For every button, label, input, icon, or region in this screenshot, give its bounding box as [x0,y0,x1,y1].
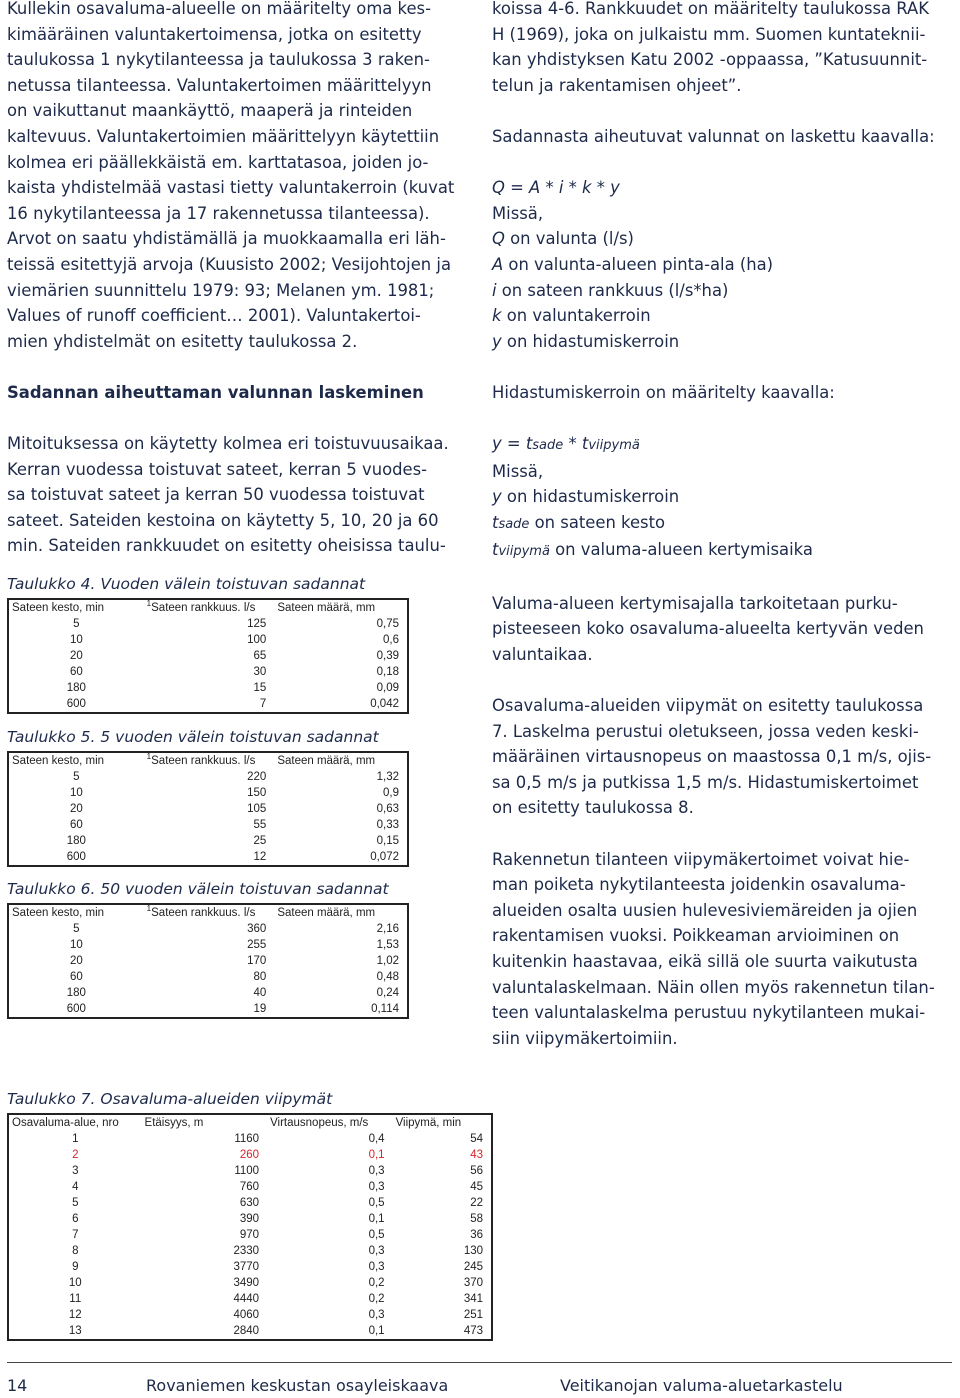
text-line: koissa 4-6. Rankkuudet on määritelty taulukossa RAK [492,0,929,18]
text-line: kaista yhdistelmää vastasi tietty valuntakerroin (kuvat [7,178,455,198]
table-cell: 0,6 [383,634,399,646]
text-line: Rakennetun tilanteen viipymäkertoimet voivat hie- [492,849,910,869]
table-row [8,785,408,801]
table-cell: 9 [72,1261,79,1273]
table-row [8,1259,492,1275]
table-header-row [8,599,408,616]
table7 [7,1113,493,1341]
table-cell: 20 [69,803,83,815]
header-amount: Sateen määrä, mm [277,907,376,919]
text-line: alueiden osalta uusien hulevesiviemäreiden ja ojien [492,900,918,920]
table-cell: 60 [69,666,83,678]
formula-def-i: i on sateen rankkuus (l/s*ha) [492,280,729,300]
text-line: Values of runoff coefficient… 2001). Valuntakertoi- [7,306,421,326]
table-row [8,1227,492,1243]
header-duration: Sateen kesto, min [12,755,105,767]
text-line: on esitetty taulukossa 8. [492,798,694,818]
table-cell: 100 [247,634,267,646]
table-row [8,833,408,849]
table-cell: 0,3 [368,1309,385,1321]
text-line: sa 0,5 m/s ja putkissa 1,5 m/s. Hidastumiskertoimet [492,772,919,792]
text-line: Kullekin osavaluma-alueelle on määritelty oma kes- [7,0,432,18]
table-cell: 1,02 [376,955,399,967]
table-cell: 255 [247,939,267,951]
table-cell: 220 [247,771,267,783]
table-cell: 55 [253,819,267,831]
table-cell: 0,4 [368,1133,385,1145]
table-cell: 54 [470,1133,483,1145]
formula-def-k: k on valuntakerroin [492,306,651,326]
left-column [7,0,469,559]
concentration-time-paragraph [492,591,952,668]
table-cell: 0,18 [376,666,399,678]
table-cell: 600 [66,1003,86,1015]
table-row [8,1243,492,1259]
text-line: teen valuntalaskelma perustuu nykytilanteen mukai- [492,1003,926,1023]
text-line: pisteeseen koko osavaluma-alueelta kertyvän veden [492,619,924,639]
table6-caption: Taulukko 6. 50 vuoden välein toistuvan sadannat [7,880,389,898]
table-row [8,801,408,817]
table-cell: 760 [239,1181,260,1193]
table-cell: 80 [253,971,267,983]
table-cell: 180 [66,835,86,847]
text-line: rakentamisen vuoksi. Poikkeaman arvioiminen on [492,926,900,946]
text-line: valuntaikaa. [492,644,593,664]
table-cell: 5 [73,923,80,935]
table-cell: 0,5 [368,1229,385,1241]
table-row [8,696,408,713]
table-row [8,817,408,833]
table-cell: 36 [470,1229,483,1241]
text-line: H (1969), joka on julkaistu mm. Suomen kuntateknii- [492,24,926,44]
header-duration: Sateen kesto, min [12,602,105,614]
header-subarea: Osavaluma-alue, nro [12,1117,119,1129]
table-cell: 0,2 [368,1293,385,1305]
table-cell: 2,16 [376,923,399,935]
table-cell: 0,09 [376,682,399,694]
text-line: Arvot on saatu yhdistämällä ja muokkaamalla eri läh- [7,229,446,249]
table6 [7,903,409,1019]
table-row [8,1001,408,1018]
header-duration: Sateen kesto, min [12,907,105,919]
table-header-row [8,752,408,769]
table-cell: 1160 [234,1133,260,1145]
table-row [8,680,408,696]
text-line: taulukossa 1 nykytilanteessa ja taulukossa 3 raken- [7,50,430,70]
table-cell: 7 [72,1229,79,1241]
table-row [8,1131,492,1147]
table-cell: 22 [470,1197,483,1209]
table-cell: 1 [72,1133,79,1145]
formula-def-y: y on hidastumiskerroin [492,331,680,351]
text-line: määräinen virtausnopeus on maastossa 0,1 m/s, ojis- [492,747,932,767]
table-cell: 15 [253,682,267,694]
table-header-row [8,904,408,921]
table-header-row [8,1114,492,1131]
text-line: Mitoituksessa on käytetty kolmea eri toistuvuusaikaa. [7,434,449,454]
table-cell: 0,1 [368,1325,385,1337]
table-cell: 13 [68,1325,82,1337]
runoff-formula-intro: Sadannasta aiheutuvat valunnat on laskettu kaavalla: [492,126,935,146]
table-row [8,648,408,664]
table-cell: 5 [73,618,80,630]
table-row [8,1211,492,1227]
footer-divider [7,1362,952,1363]
text-line: mien yhdistelmät on esitetty taulukossa 2. [7,331,358,351]
table-row [8,1179,492,1195]
table-cell: 4 [72,1181,79,1193]
table-cell: 3770 [233,1261,260,1273]
table-cell: 5 [72,1197,79,1209]
intro-paragraph [7,0,469,354]
header-intensity: $^1$Sateen rankkuus. l/s [146,752,256,767]
formula2-where: Missä, [492,461,544,481]
table-row [8,1275,492,1291]
formula-where: Missä, [492,203,544,223]
return-period-paragraph [7,431,469,559]
table-row [8,1147,492,1163]
table-cell: 2330 [233,1245,260,1257]
table-row [8,849,408,866]
footer-document-title: Rovaniemen keskustan osayleiskaava [146,1376,449,1395]
table-cell: 7 [259,698,267,710]
text-line: kolmea eri päällekkäistä em. karttatasoa, joiden jo- [7,152,429,172]
table-cell: 0,24 [376,987,399,999]
text-line: viemärien suunnittelu 1979: 93; Melanen ym. 1981; [7,280,435,300]
table-cell: 0,63 [376,803,399,815]
table-cell: 360 [247,923,267,935]
table-cell: 45 [470,1181,483,1193]
text-line: netussa tilanteessa. Valuntakertoimen määrittelyyn [7,75,432,95]
table-cell: 630 [239,1197,260,1209]
text-line: 16 nykytilanteessa ja 17 rakennetussa tilanteessa). [7,203,430,223]
table4 [7,598,409,714]
table-row [8,921,408,937]
table-cell: 473 [463,1325,483,1337]
table-cell: 60 [69,971,83,983]
table-row [8,632,408,648]
text-line: kan yhdistyksen Katu 2002 -oppaassa, ”Katusuunnit- [492,50,928,70]
right-column [492,0,952,1051]
built-scenario-paragraph [492,847,952,1052]
table-cell: 65 [253,650,267,662]
table-cell: 20 [69,955,83,967]
table-cell: 19 [253,1003,267,1015]
formula2-def-tsade: tsade on sateen kesto [492,512,666,532]
table-cell: 4440 [233,1293,260,1305]
table-cell: 130 [463,1245,483,1257]
runoff-formula-block [492,175,952,354]
table-cell: 0,3 [368,1181,385,1193]
text-line: sateet. Sateiden kestoina on käytetty 5, 10, 20 ja 60 [7,510,439,530]
table-cell: 0,33 [376,819,399,831]
header-amount: Sateen määrä, mm [277,755,376,767]
text-line: man poiketa nykytilanteesta joidenkin osavaluma- [492,875,906,895]
table-cell: 370 [463,1277,483,1289]
delay-formula: y = tsade * tviipymä [492,434,640,454]
page-number: 14 [7,1376,28,1395]
table7-caption: Taulukko 7. Osavaluma-alueiden viipymät [7,1090,333,1108]
table-cell: 60 [69,819,83,831]
table-cell: 0,1 [368,1149,385,1161]
table-cell: 0,3 [368,1261,385,1273]
table-cell: 3 [72,1165,79,1177]
table-cell: 10 [68,1277,82,1289]
table-cell: 0,75 [376,618,399,630]
header-intensity: $^1$Sateen rankkuus. l/s [146,904,256,919]
table4-caption: Taulukko 4. Vuoden välein toistuvan sadannat [7,575,366,593]
header-velocity: Virtausnopeus, m/s [270,1117,369,1129]
table-row [8,985,408,1001]
table-cell: 0,3 [368,1245,385,1257]
text-line: kuitenkin haastavaa, eikä sillä ole suurta vaikutusta [492,951,918,971]
table-cell: 4060 [233,1309,260,1321]
delay-formula-block [492,431,952,565]
table-row [8,1323,492,1340]
text-line: kaltevuus. Valuntakertoimien määrittelyyn käytettiin [7,126,440,146]
text-line: Kerran vuodessa toistuvat sateet, kerran 5 vuodes- [7,459,428,479]
text-line: on vaikuttanut maankäyttö, maaperä ja rinteiden [7,101,413,121]
table-cell: 600 [66,851,86,863]
table-row [8,969,408,985]
table-cell: 125 [247,618,267,630]
table-cell: 0,39 [376,650,399,662]
table-cell: 251 [463,1309,483,1321]
header-distance: Etäisyys, m [144,1117,204,1129]
table-row [8,1291,492,1307]
table-cell: 10 [69,939,83,951]
table-cell: 0,5 [368,1197,385,1209]
table-row [8,616,408,632]
table-row [8,769,408,785]
table-cell: 12 [68,1309,82,1321]
table-cell: 8 [72,1245,79,1257]
formula-def-a: A on valunta-alueen pinta-ala (ha) [492,254,774,274]
table5 [7,751,409,867]
formula-def-q: Q on valunta (l/s) [492,229,634,249]
formula2-def-tviipyma: tviipymä on valuma-alueen kertymisaika [492,540,813,560]
table-row [8,1163,492,1179]
table-cell: 0,042 [370,698,399,710]
table-cell: 43 [470,1149,483,1161]
table-cell: 970 [239,1229,260,1241]
header-intensity: $^1$Sateen rankkuus. l/s [146,599,256,614]
delay-formula-intro: Hidastumiskerroin on määritelty kaavalla: [492,382,835,402]
table-cell: 30 [253,666,267,678]
header-delay: Viipymä, min [395,1117,462,1129]
table-cell: 11 [69,1293,82,1305]
subarea-delay-paragraph [492,693,952,821]
text-line: siin viipymäkertoimiin. [492,1028,678,1048]
table-cell: 150 [247,787,267,799]
table-row [8,953,408,969]
table-cell: 180 [66,682,86,694]
text-line: telun ja rakentamisen ohjeet”. [492,75,742,95]
text-line: Valuma-alueen kertymisajalla tarkoitetaan purku- [492,593,898,613]
footer-section-title: Veitikanojan valuma-aluetarkastelu [560,1376,843,1395]
table-row [8,1195,492,1211]
text-line: 7. Laskelma perustui oletukseen, jossa veden keski- [492,721,919,741]
text-line: min. Sateiden rankkuudet on esitetty oheisissa taulu- [7,536,446,556]
table-cell: 0,114 [371,1003,399,1015]
table-cell: 0,2 [368,1277,385,1289]
header-amount: Sateen määrä, mm [277,602,376,614]
table-cell: 56 [470,1165,483,1177]
table-cell: 2 [72,1149,79,1161]
table-cell: 1,53 [376,939,399,951]
table-cell: 0,9 [383,787,399,799]
table-cell: 180 [66,987,86,999]
table-cell: 260 [239,1149,260,1161]
intensity-source-paragraph [492,0,952,98]
table-cell: 10 [69,634,83,646]
table-cell: 2840 [233,1325,260,1337]
table-cell: 6 [72,1213,79,1225]
table-cell: 40 [253,987,267,999]
table-cell: 341 [463,1293,483,1305]
table-row [8,937,408,953]
table-cell: 0,3 [368,1165,385,1177]
section-heading: Sadannan aiheuttaman valunnan laskeminen [7,382,424,402]
text-line: teissä esitettyjä arvoja (Kuusisto 2002; Vesijohtojen ja [7,254,451,274]
table-cell: 0,15 [376,835,399,847]
table-row [8,1307,492,1323]
table-cell: 5 [73,771,80,783]
table5-caption: Taulukko 5. 5 vuoden välein toistuvan sadannat [7,728,379,746]
table-cell: 0,072 [370,851,399,863]
table-cell: 1,32 [376,771,399,783]
text-line: kimääräinen valuntakertoimensa, jotka on esitetty [7,24,422,44]
table-cell: 20 [69,650,83,662]
table-cell: 600 [66,698,86,710]
table-cell: 10 [69,787,83,799]
table-cell: 3490 [233,1277,260,1289]
table-row [8,664,408,680]
formula2-def-y: y on hidastumiskerroin [492,487,680,507]
table-cell: 105 [247,803,267,815]
text-line: valuntalaskelmaan. Näin ollen myös rakennetun tilan- [492,977,935,997]
runoff-formula: Q = A * i * k * y [492,178,620,198]
table-cell: 1100 [234,1165,260,1177]
table-cell: 25 [253,835,267,847]
text-line: Osavaluma-alueiden viipymät on esitetty taulukossa [492,696,924,716]
table-cell: 12 [253,851,267,863]
table-cell: 58 [470,1213,483,1225]
table-cell: 0,1 [368,1213,385,1225]
table-cell: 390 [239,1213,260,1225]
text-line: sa toistuvat sateet ja kerran 50 vuodessa toistuvat [7,485,425,505]
table-cell: 0,48 [376,971,399,983]
table-cell: 245 [463,1261,483,1273]
table-cell: 170 [247,955,267,967]
